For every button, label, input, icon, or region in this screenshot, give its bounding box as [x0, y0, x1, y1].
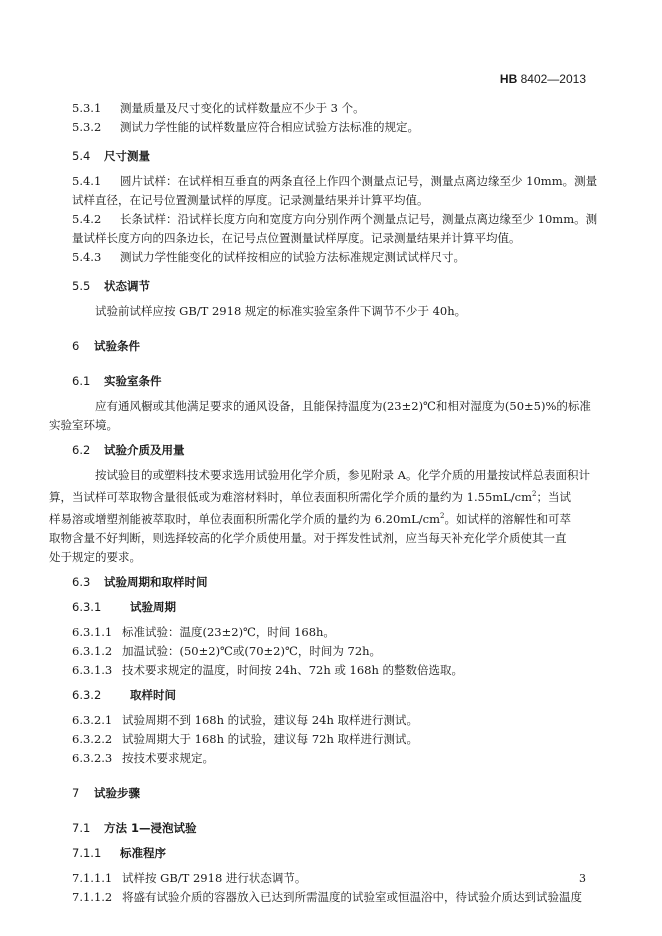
paragraph-line: 实验室环境。 [49, 418, 118, 432]
clause-text: 测量质量及尺寸变化的试样数量应不少于 3 个。 [120, 101, 365, 115]
clause-text: 将盛有试验介质的容器放入已达到所需温度的试验室或恒温浴中，待试验介质达到试验温度 [122, 889, 582, 904]
clause-5-4-1 [72, 172, 598, 191]
paragraph-text: 样易溶或增塑剂能被萃取时，单位表面积所需化学介质的量约为 6.20mL/cm [49, 511, 441, 526]
paragraph-line: 应有通风橱或其他满足要求的通风设备，且能保持温度为(23±2)℃和相对湿度为(50±5)%的标准 [95, 399, 591, 413]
section-6-3-heading [72, 573, 590, 592]
section-5-5-paragraph: 试验前试样应按 GB/T 2918 规定的标准实验室条件下调节不少于 40h。 [95, 304, 467, 318]
clause-number: 5.4.3 [72, 250, 102, 264]
clause-text: 按技术要求规定。 [122, 750, 214, 765]
standard-number: 8402—2013 [520, 72, 586, 86]
standard-header [500, 72, 586, 86]
section-5-5-heading [72, 277, 590, 296]
section-6-3-1-heading [72, 598, 590, 617]
clause-number: 6.3.1.2 [72, 643, 113, 658]
chapter-title: 试验步骤 [94, 785, 140, 800]
clause-number: 5.3.1 [72, 101, 102, 115]
section-6-1-paragraph [49, 397, 591, 435]
clause-text: 加温试验：(50±2)℃或(70±2)℃，时间为 72h。 [122, 643, 382, 658]
paragraph-line [49, 485, 590, 507]
section-title: 标准程序 [120, 845, 166, 860]
clause-5-4-2-cont: 量试样长度方向的四条边长，在记号点位置测量试样厚度。记录测量结果并计算平均值。 [72, 231, 521, 245]
standard-code: HB [499, 72, 518, 86]
clause-6-3-2-2 [72, 730, 590, 749]
section-number: 6.3.2 [72, 687, 102, 702]
clause-number: 5.4.2 [72, 212, 102, 226]
section-number: 6.2 [72, 443, 91, 457]
paragraph-text: 。如试样的溶解性和可萃 [444, 511, 571, 526]
section-5-4-heading [72, 147, 590, 166]
section-number: 5.5 [72, 279, 91, 293]
section-6-2-heading [72, 441, 590, 460]
clause-6-3-1-2 [72, 642, 590, 661]
clause-number: 6.3.2.2 [72, 731, 113, 746]
clause-text: 试样按 GB/T 2918 进行状态调节。 [122, 870, 307, 885]
paragraph-line: 取物含量不好判断，则选择较高的化学介质使用量。对于挥发性试剂，应当每天补充化学介质使其一直 [49, 530, 567, 545]
clause-7-1-1-1 [72, 869, 590, 888]
section-title: 试验周期和取样时间 [104, 574, 208, 589]
section-7-1-1-heading [72, 844, 590, 863]
section-6-1-heading [72, 372, 590, 391]
clause-text-line1: 圆片试样：在试样相互垂直的两条直径上作四个测量点记号，测量点离边缘至少 10mm。测量 [120, 174, 598, 188]
section-7-1-heading [72, 819, 590, 838]
clause-text-line1: 长条试样：沿试样长度方向和宽度方向分别作两个测量点记号，测量点离边缘至少 10mm。测 [120, 212, 598, 226]
clause-5-3-2 [72, 118, 590, 137]
chapter-7-heading [72, 784, 590, 803]
clause-text: 测试力学性能的试样数量应符合相应试验方法标准的规定。 [120, 120, 419, 134]
clause-number: 5.3.2 [72, 120, 102, 134]
clause-text: 试验周期大于 168h 的试验，建议每 72h 取样进行测试。 [122, 731, 419, 746]
section-6-2-paragraph [49, 466, 590, 567]
chapter-6-heading [72, 337, 590, 356]
clause-5-4-3 [72, 248, 590, 267]
clause-5-4-2 [72, 210, 598, 229]
clause-number: 7.1.1.1 [72, 870, 113, 885]
section-6-3-2-heading [72, 686, 590, 705]
clause-text: 试验周期不到 168h 的试验，建议每 24h 取样进行测试。 [122, 712, 419, 727]
clause-number: 6.3.1.3 [72, 662, 113, 677]
section-title: 试验介质及用量 [104, 443, 185, 457]
section-title: 试验周期 [130, 599, 176, 614]
section-number: 6.3 [72, 574, 91, 589]
clause-number: 7.1.1.2 [72, 889, 113, 904]
clause-5-4-1-cont: 试样直径，在记号位置测量试样的厚度。记录测量结果并计算平均值。 [72, 193, 429, 207]
section-number: 7.1 [72, 820, 91, 835]
section-number: 7.1.1 [72, 845, 102, 860]
paragraph-line: 按试验目的或塑料技术要求选用试验用化学介质，参见附录 A。化学介质的用量按试样总表面积计 [95, 468, 590, 482]
clause-6-3-1-3 [72, 661, 590, 680]
section-title: 尺寸测量 [104, 149, 150, 163]
clause-text: 标准试验：温度(23±2)℃，时间 168h。 [122, 624, 335, 639]
page-number: 3 [579, 872, 586, 885]
clause-number: 6.3.2.1 [72, 712, 113, 727]
superscript: 2 [532, 490, 537, 498]
section-title: 状态调节 [104, 279, 150, 293]
clause-text: 技术要求规定的温度，时间按 24h、72h 或 168h 的整数倍选取。 [122, 662, 464, 677]
clause-6-3-2-3 [72, 749, 590, 768]
section-title: 实验室条件 [104, 374, 162, 388]
paragraph-text: ；当试 [536, 489, 571, 504]
chapter-number: 7 [72, 785, 80, 800]
clause-text: 测试力学性能变化的试样按相应的试验方法标准规定测试试样尺寸。 [120, 250, 465, 264]
clause-5-3-1 [72, 99, 590, 118]
clause-6-3-2-1 [72, 711, 590, 730]
chapter-title: 试验条件 [94, 339, 140, 353]
section-number: 6.1 [72, 374, 91, 388]
section-title: 方法 1—浸泡试验 [104, 820, 197, 835]
clause-7-1-1-2 [72, 888, 590, 907]
chapter-number: 6 [72, 339, 80, 353]
document-body [49, 99, 598, 907]
paragraph-line [49, 507, 590, 529]
superscript: 2 [440, 511, 445, 520]
section-title: 取样时间 [130, 687, 176, 702]
paragraph-text: 算，当试样可萃取物含量很低或为难溶材料时，单位表面积所需化学介质的量约为 1.55mL/cm [49, 489, 533, 504]
section-number: 5.4 [72, 149, 91, 163]
clause-6-3-1-1 [72, 623, 590, 642]
clause-number: 5.4.1 [72, 174, 102, 188]
clause-number: 6.3.2.3 [72, 750, 113, 765]
section-number: 6.3.1 [72, 599, 102, 614]
paragraph-line: 处于规定的要求。 [49, 549, 141, 564]
clause-number: 6.3.1.1 [72, 624, 113, 639]
